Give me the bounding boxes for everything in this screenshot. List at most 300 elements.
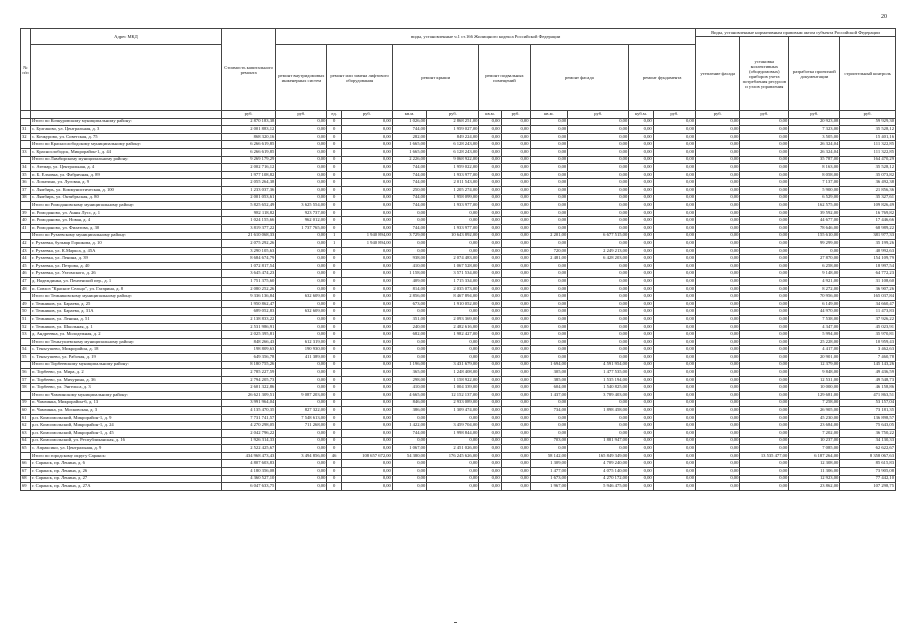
value-cell: 49 548,73: [840, 376, 896, 384]
value-cell: 99 299,00: [789, 240, 840, 248]
value-cell: 0: [327, 300, 341, 308]
value-cell: 45 230,00: [789, 414, 840, 422]
value-cell: 0,00: [276, 483, 327, 491]
value-cell: 20 901,00: [789, 354, 840, 362]
value-cell: 0,00: [341, 407, 392, 415]
value-cell: 250,00: [392, 186, 426, 194]
value-cell: 0,00: [696, 346, 740, 354]
table-row: [21, 217, 896, 225]
value-cell: 0,00: [479, 354, 501, 362]
row-address: п. Ромоданово, ул. Филатова, д. 30: [30, 224, 221, 232]
value-cell: 0: [327, 209, 341, 217]
value-cell: 1 665,00: [392, 148, 426, 156]
value-cell: 2 201,00: [530, 232, 568, 240]
value-cell: 0,00: [341, 399, 392, 407]
table-row: [21, 278, 896, 286]
value-cell: 0,00: [629, 399, 653, 407]
value-cell: 0,00: [653, 308, 695, 316]
value-cell: 0,00: [696, 422, 740, 430]
value-cell: 0,00: [740, 164, 789, 172]
row-number: 65: [21, 445, 31, 453]
value-cell: 0,00: [479, 224, 501, 232]
row-address: п. Б. Елховка, ул. Фабричная, д. 89: [30, 171, 221, 179]
value-cell: 0,00: [696, 278, 740, 286]
row-address: г. Рузаевка, ул. Петрова, д. 40: [30, 262, 221, 270]
value-cell: 0,00: [530, 240, 568, 248]
value-cell: 0,00: [479, 391, 501, 399]
value-cell: 9 148,00: [789, 270, 840, 278]
value-cell: 298,00: [392, 376, 426, 384]
row-number: 59: [21, 399, 31, 407]
value-cell: 1 205 274,00: [427, 186, 479, 194]
value-cell: 0: [327, 414, 341, 422]
value-cell: 0,00: [696, 126, 740, 134]
value-cell: 0: [327, 171, 341, 179]
value-cell: 4 270 172,00: [568, 475, 629, 483]
value-cell: 2 074 483,00: [427, 255, 479, 263]
value-cell: 0,00: [530, 399, 568, 407]
value-cell: 5 994,00: [789, 331, 840, 339]
value-cell: 1 751 375,60: [221, 278, 275, 286]
value-cell: 3 462,63: [840, 346, 896, 354]
unit-cell: кв.м.: [479, 111, 501, 119]
row-number: [21, 202, 31, 210]
unit-cell: руб.: [653, 111, 695, 119]
value-cell: 0,00: [696, 437, 740, 445]
value-cell: 3 991 964,04: [221, 399, 275, 407]
value-cell: 0,00: [629, 414, 653, 422]
value-cell: 35 528,12: [840, 126, 896, 134]
value-cell: 0,00: [696, 384, 740, 392]
value-cell: 410,00: [392, 384, 426, 392]
table-row: [21, 262, 896, 270]
unit-cell: кв.м.: [392, 111, 426, 119]
value-cell: 0: [327, 323, 341, 331]
value-cell: 6 047 633,75: [221, 483, 275, 491]
value-cell: 136 898,57: [840, 414, 896, 422]
value-cell: 0,00: [653, 293, 695, 301]
table-row: [21, 483, 896, 491]
value-cell: 0,00: [341, 164, 392, 172]
value-cell: 0,00: [276, 399, 327, 407]
value-cell: 0,00: [530, 194, 568, 202]
value-cell: 6 529,00: [789, 194, 840, 202]
value-cell: 0,00: [501, 141, 530, 149]
value-cell: 0,00: [568, 156, 629, 164]
value-cell: 0,00: [530, 422, 568, 430]
value-cell: 0,00: [341, 467, 392, 475]
value-cell: 1: [327, 240, 341, 248]
value-cell: 8 684 674,79: [221, 255, 275, 263]
value-cell: 632 609,00: [276, 308, 327, 316]
value-cell: 0,00: [276, 194, 327, 202]
value-cell: 6 187 264,00: [789, 452, 840, 460]
value-cell: 0,00: [341, 217, 392, 225]
value-cell: 0,00: [341, 354, 392, 362]
value-cell: 0,00: [341, 285, 392, 293]
value-cell: 0,00: [341, 118, 392, 126]
value-cell: 2 001 883,12: [221, 126, 275, 134]
value-cell: 0,00: [501, 293, 530, 301]
value-cell: 0,00: [696, 118, 740, 126]
table-row: [21, 422, 896, 430]
value-cell: 0,00: [276, 270, 327, 278]
row-number: 61: [21, 414, 31, 422]
row-address: Итого по Ромодановскому муниципальному району:: [30, 202, 221, 210]
value-cell: 37 926,22: [840, 316, 896, 324]
value-cell: 1 982 427,00: [427, 331, 479, 339]
value-cell: 7 202,00: [789, 429, 840, 437]
value-cell: 0,00: [501, 384, 530, 392]
capital-repair-table: [20, 28, 896, 491]
value-cell: 0,00: [568, 429, 629, 437]
row-number: 64: [21, 437, 31, 445]
value-cell: 0,00: [341, 475, 392, 483]
value-cell: 0,00: [479, 331, 501, 339]
value-cell: 0,00: [341, 445, 392, 453]
value-cell: 3 505,00: [789, 133, 840, 141]
value-cell: 0: [327, 346, 341, 354]
value-cell: 0: [327, 316, 341, 324]
table-row: [21, 376, 896, 384]
value-cell: 0: [327, 224, 341, 232]
row-address: п. Торбеево, ул. Мира, д. 2: [30, 369, 221, 377]
value-cell: 0,00: [568, 209, 629, 217]
value-cell: 0,00: [341, 126, 392, 134]
value-cell: 0,00: [629, 300, 653, 308]
value-cell: 0,00: [653, 452, 695, 460]
value-cell: 0,00: [740, 278, 789, 286]
value-cell: 0,00: [341, 202, 392, 210]
row-number: 41: [21, 224, 31, 232]
value-cell: 0,00: [740, 467, 789, 475]
value-cell: 0,00: [653, 202, 695, 210]
value-cell: 6 128 243,00: [427, 148, 479, 156]
value-cell: 0,00: [530, 293, 568, 301]
value-cell: 5 825 652,49: [221, 202, 275, 210]
value-cell: 2 093 369,00: [427, 316, 479, 324]
value-cell: 0,00: [653, 126, 695, 134]
value-cell: 0,00: [530, 179, 568, 187]
value-cell: 0,00: [392, 346, 426, 354]
value-cell: 6 266 619,85: [221, 141, 275, 149]
value-cell: 4 417,00: [789, 346, 840, 354]
value-cell: 0,00: [568, 399, 629, 407]
value-cell: 604,00: [530, 384, 568, 392]
value-cell: 78 646,00: [789, 224, 840, 232]
value-cell: 0,00: [341, 262, 392, 270]
row-address: п. Чамзинка, Микрорайон-6, д. 13: [30, 399, 221, 407]
value-cell: 0,00: [629, 232, 653, 240]
value-cell: 0,00: [501, 460, 530, 468]
value-cell: 4 807 603,83: [221, 460, 275, 468]
subtotal-row: [21, 141, 896, 149]
value-cell: 0,00: [501, 483, 530, 491]
value-cell: 4 921,00: [789, 278, 840, 286]
row-address: д. Надеждинка, ул. Пензенской пер., д. 1: [30, 278, 221, 286]
value-cell: 21 610 068,33: [221, 232, 275, 240]
row-address: г. Темников, ул. Школьная, д. 1: [30, 323, 221, 331]
value-cell: 0,00: [629, 293, 653, 301]
value-cell: 0,00: [629, 369, 653, 377]
value-cell: 0,00: [740, 354, 789, 362]
value-cell: 0,00: [740, 316, 789, 324]
value-cell: 411 389,00: [276, 354, 327, 362]
value-cell: 0,00: [653, 483, 695, 491]
value-cell: 7 323,00: [789, 126, 840, 134]
value-cell: 73 181,35: [840, 407, 896, 415]
row-address: с. Апраксино, ул. Центральная, д. 9: [30, 445, 221, 453]
value-cell: 365,00: [392, 369, 426, 377]
value-cell: 0,00: [740, 391, 789, 399]
value-cell: 4 591 954,00: [568, 361, 629, 369]
value-cell: 0,00: [653, 429, 695, 437]
row-number: 69: [21, 483, 31, 491]
row-number: 66: [21, 460, 31, 468]
subtotal-row: [21, 202, 896, 210]
value-cell: 0,00: [568, 118, 629, 126]
value-cell: 0,00: [740, 475, 789, 483]
value-cell: 0,00: [341, 156, 392, 164]
value-cell: 35 327,61: [840, 194, 896, 202]
value-cell: 1 535 194,00: [568, 376, 629, 384]
value-cell: 0,00: [629, 247, 653, 255]
value-cell: 0,00: [341, 148, 392, 156]
value-cell: 0,00: [740, 422, 789, 430]
value-cell: 0,00: [653, 414, 695, 422]
value-cell: 0: [327, 399, 341, 407]
value-cell: 0,00: [629, 445, 653, 453]
value-cell: 35 787,00: [789, 156, 840, 164]
value-cell: 0,00: [479, 209, 501, 217]
value-cell: 111 322,85: [840, 141, 896, 149]
row-number: 37: [21, 186, 31, 194]
value-cell: 26 324,04: [789, 141, 840, 149]
value-cell: 240,00: [392, 323, 426, 331]
table-row: [21, 126, 896, 134]
value-cell: 0: [327, 376, 341, 384]
value-cell: 9 269 179,29: [221, 156, 275, 164]
value-cell: 0: [327, 331, 341, 339]
row-number: 50: [21, 308, 31, 316]
value-cell: 744,00: [392, 164, 426, 172]
value-cell: 0,00: [568, 285, 629, 293]
value-cell: 0,00: [653, 179, 695, 187]
value-cell: 0,00: [629, 118, 653, 126]
value-cell: 0,00: [392, 437, 426, 445]
value-cell: 0,00: [696, 255, 740, 263]
value-cell: 0,00: [629, 475, 653, 483]
value-cell: 0,00: [427, 354, 479, 362]
table-row: [21, 467, 896, 475]
value-cell: 0,00: [568, 414, 629, 422]
row-address: Итого по Кочкуровскому муниципальному району:: [30, 118, 221, 126]
value-cell: 0,00: [341, 300, 392, 308]
table-row: [21, 224, 896, 232]
value-cell: 21 856,36: [840, 186, 896, 194]
subtotal-row: [21, 232, 896, 240]
value-cell: 0,00: [653, 262, 695, 270]
table-row: [21, 414, 896, 422]
value-cell: 10 237,00: [789, 437, 840, 445]
value-cell: 744,00: [392, 429, 426, 437]
value-cell: 9 087 203,00: [276, 391, 327, 399]
value-cell: 26 905,00: [789, 407, 840, 415]
value-cell: 39 592,00: [789, 209, 840, 217]
row-address: г. Саранск, пр. Ленина, д. 27А: [30, 483, 221, 491]
value-cell: 0,00: [740, 156, 789, 164]
value-cell: 77 442,10: [840, 475, 896, 483]
row-number: 34: [21, 164, 31, 172]
value-cell: 2 601 322,86: [221, 384, 275, 392]
table-row: [21, 369, 896, 377]
value-cell: 0,00: [696, 354, 740, 362]
value-cell: 0,00: [629, 186, 653, 194]
value-cell: 0,00: [568, 194, 629, 202]
value-cell: 0,00: [629, 361, 653, 369]
value-cell: 0,00: [501, 414, 530, 422]
value-cell: 0,00: [653, 209, 695, 217]
value-cell: 689 052,83: [221, 308, 275, 316]
value-cell: 0,00: [479, 316, 501, 324]
value-cell: 0: [327, 194, 341, 202]
value-cell: 0,00: [696, 217, 740, 225]
value-cell: 2 226,00: [392, 156, 426, 164]
value-cell: 1 248 408,00: [427, 369, 479, 377]
unit-cell: руб.: [501, 111, 530, 119]
value-cell: 0,00: [501, 399, 530, 407]
value-cell: 49 436,59: [840, 369, 896, 377]
value-cell: 12 923,00: [789, 475, 840, 483]
row-address: д. Андреевка, ул. Молодежная, д. 2: [30, 331, 221, 339]
value-cell: 0,00: [653, 391, 695, 399]
unit-cell: кв.м.: [530, 111, 568, 119]
subtotal-row: [21, 452, 896, 460]
value-cell: 0,00: [653, 346, 695, 354]
value-cell: 0,00: [479, 407, 501, 415]
value-cell: 0,00: [629, 376, 653, 384]
value-cell: 0,00: [696, 361, 740, 369]
value-cell: 0,00: [653, 118, 695, 126]
value-cell: 0,00: [392, 308, 426, 316]
unit-cell: руб.: [341, 111, 392, 119]
value-cell: 2 531 986,91: [221, 323, 275, 331]
col-insulation: утепление фасада: [696, 37, 740, 111]
value-cell: 2 011 543,00: [427, 179, 479, 187]
value-cell: 1 694,00: [530, 361, 568, 369]
row-number: 49: [21, 300, 31, 308]
value-cell: 386,00: [392, 407, 426, 415]
value-cell: 0,00: [530, 202, 568, 210]
value-cell: 0,00: [568, 445, 629, 453]
value-cell: 0,00: [740, 194, 789, 202]
row-number: 43: [21, 247, 31, 255]
value-cell: 0,00: [740, 331, 789, 339]
value-cell: 0,00: [629, 255, 653, 263]
value-cell: 36 907,26: [840, 285, 896, 293]
value-cell: 0,00: [341, 414, 392, 422]
value-cell: 0,00: [501, 308, 530, 316]
value-cell: 0,00: [341, 270, 392, 278]
value-cell: 923 737,00: [276, 209, 327, 217]
value-cell: 0,00: [427, 247, 479, 255]
col-basement: ремонт подвальных помещений: [479, 45, 530, 111]
value-cell: 0,00: [479, 445, 501, 453]
value-cell: 0,00: [696, 141, 740, 149]
value-cell: 0,00: [696, 262, 740, 270]
value-cell: 0,00: [392, 209, 426, 217]
row-address: г. Рузаевка, ул. Ленина, д. 39: [30, 255, 221, 263]
subtotal-row: [21, 293, 896, 301]
value-cell: 10 643 892,00: [427, 232, 479, 240]
value-cell: 0,00: [629, 331, 653, 339]
value-cell: 0,00: [653, 437, 695, 445]
value-cell: 0,00: [653, 407, 695, 415]
unit-cell: руб.: [221, 111, 275, 119]
value-cell: 0,00: [629, 224, 653, 232]
value-cell: 2 794 205,73: [221, 376, 275, 384]
value-cell: 0: [327, 460, 341, 468]
row-address: г. Рузаевка, ул. Ухтомского, д. 26: [30, 270, 221, 278]
value-cell: 1 940 894,00: [341, 232, 392, 240]
value-cell: 0,00: [530, 224, 568, 232]
value-cell: 1 933 977,00: [427, 171, 479, 179]
value-cell: 0,00: [568, 300, 629, 308]
row-number: 67: [21, 467, 31, 475]
value-cell: 0,00: [427, 460, 479, 468]
value-cell: 2 856,00: [392, 293, 426, 301]
value-cell: 4 665,00: [392, 391, 426, 399]
row-address: Итого по Лямбирскому муниципальному району:: [30, 156, 221, 164]
value-cell: 1 940 894,00: [341, 240, 392, 248]
value-cell: 0,00: [740, 285, 789, 293]
footer-mark: [454, 622, 457, 623]
value-cell: 0,00: [501, 452, 530, 460]
value-cell: 282,00: [392, 133, 426, 141]
row-number: [21, 232, 31, 240]
value-cell: 0,00: [479, 164, 501, 172]
value-cell: 682,00: [392, 331, 426, 339]
value-cell: 0,00: [276, 164, 327, 172]
table-row: [21, 133, 896, 141]
value-cell: 0,00: [479, 133, 501, 141]
row-number: [21, 338, 31, 346]
unit-cell: ед.: [327, 111, 341, 119]
value-cell: 0,00: [479, 126, 501, 134]
value-cell: 938,00: [392, 255, 426, 263]
value-cell: 0: [327, 141, 341, 149]
value-cell: 0,00: [479, 278, 501, 286]
value-cell: 0,00: [479, 437, 501, 445]
value-cell: 0,00: [341, 483, 392, 491]
value-cell: 0,00: [276, 118, 327, 126]
value-cell: 0,00: [276, 247, 327, 255]
value-cell: 0,00: [653, 361, 695, 369]
value-cell: 0,00: [479, 483, 501, 491]
value-cell: 0,00: [696, 475, 740, 483]
value-cell: 0,00: [479, 194, 501, 202]
value-cell: 434 968 473,43: [221, 452, 275, 460]
value-cell: 0,00: [530, 118, 568, 126]
value-cell: 2 035 073,00: [427, 285, 479, 293]
value-cell: 45 023,91: [840, 323, 896, 331]
value-cell: 3 789 403,00: [568, 391, 629, 399]
value-cell: 0: [327, 133, 341, 141]
value-cell: 0,00: [696, 445, 740, 453]
value-cell: 0,00: [479, 240, 501, 248]
value-cell: 0,00: [341, 376, 392, 384]
subtotal-row: [21, 361, 896, 369]
